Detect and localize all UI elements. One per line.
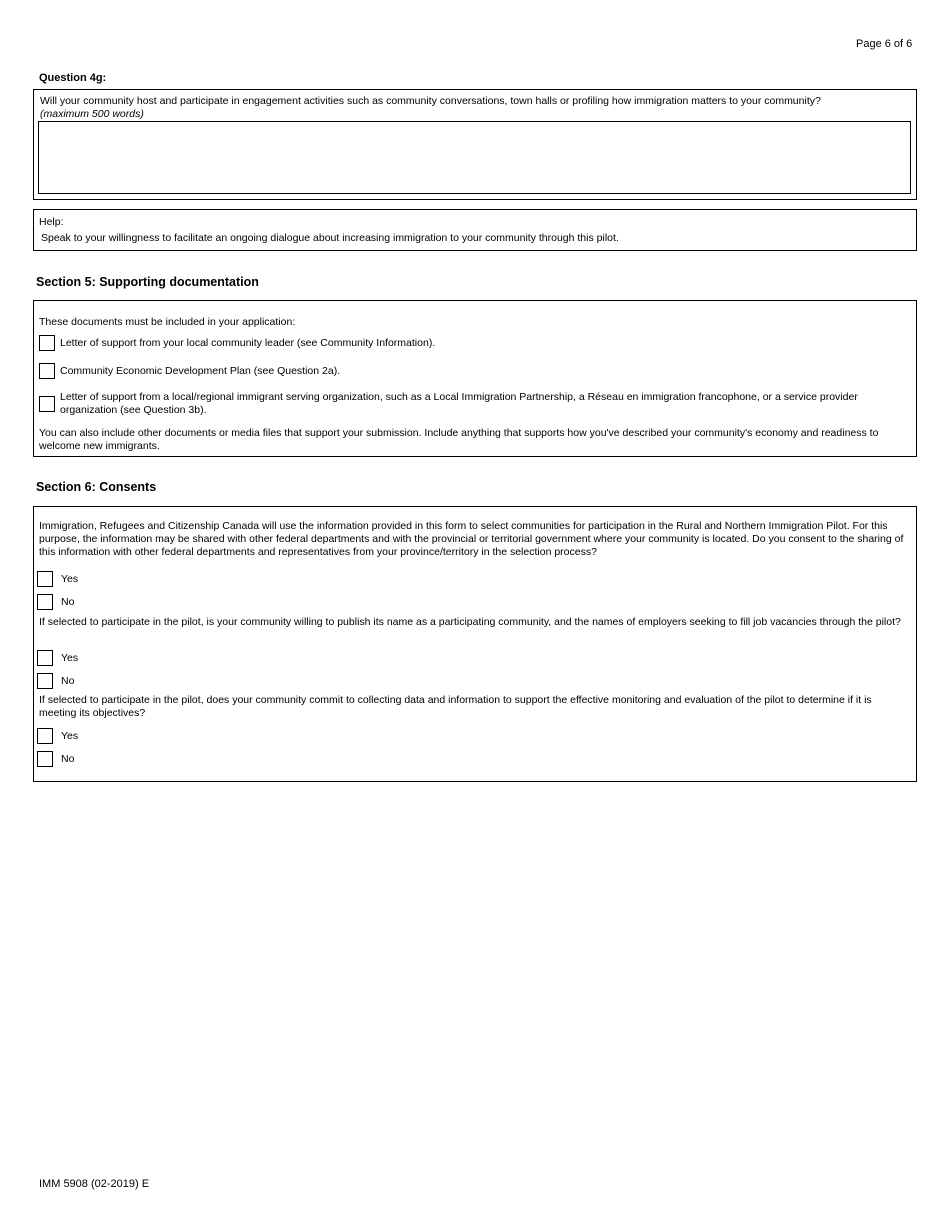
help-title: Help: — [39, 216, 64, 228]
consent-2-no-checkbox[interactable] — [37, 673, 53, 689]
supporting-doc-checkbox-3[interactable] — [39, 396, 55, 412]
consent-question-2: If selected to participate in the pilot, is your community willing to publish its name as a participating community, and the names of employers seeking to fill job vacancies through the pilot? — [39, 616, 901, 628]
consent-1-yes-label: Yes — [61, 573, 79, 585]
supporting-doc-checkbox-1[interactable] — [39, 335, 55, 351]
help-text: Speak to your willingness to facilitate an ongoing dialogue about increasing immigration to your community through this pilot. — [41, 232, 619, 244]
consent-question-1: Immigration, Refugees and Citizenship Canada will use the information provided in this form to select communities for participation in the Rural and Northern Immigration Pilot. For this purpose, the information may be shared with other federal departments and with the provincial or territorial government where your community is located. Do you consent to the sharing of this information with other federal departments and representatives from your province/territory in the selection process? — [39, 520, 904, 558]
section-5-note: You can also include other documents or media files that support your submission. Include anything that supports how you've described your community's economy and readiness to welcome new immigrants. — [39, 427, 879, 452]
question-4g-prompt: Will your community host and participate in engagement activities such as community conversations, town halls or profiling how immigration matters to your community? — [40, 95, 821, 107]
consent-3-yes-label: Yes — [61, 730, 79, 742]
consent-3-no-label: No — [61, 753, 75, 765]
question-4g-box — [33, 89, 917, 200]
section-5-title: Section 5: Supporting documentation — [36, 275, 259, 289]
section-5-box — [33, 300, 917, 457]
consent-3-no-checkbox[interactable] — [37, 751, 53, 767]
question-4g-limit: (maximum 500 words) — [40, 108, 144, 120]
consent-2-no-label: No — [61, 675, 75, 687]
consent-question-3: If selected to participate in the pilot, does your community commit to collecting data and information to support the effective monitoring and evaluation of the pilot to determine if it is meeting its objectives? — [39, 694, 872, 719]
supporting-doc-checkbox-2[interactable] — [39, 363, 55, 379]
form-code: IMM 5908 (02-2019) E — [39, 1178, 150, 1190]
consent-3-yes-checkbox[interactable] — [37, 728, 53, 744]
page-number: Page 6 of 6 — [856, 38, 913, 50]
help-box — [33, 209, 917, 251]
supporting-doc-label-1: Letter of support from your local community leader (see Community Information). — [60, 337, 436, 349]
consent-2-yes-label: Yes — [61, 652, 79, 664]
question-4g-label: Question 4g: — [39, 72, 107, 84]
consent-1-no-checkbox[interactable] — [37, 594, 53, 610]
supporting-doc-label-3: Letter of support from a local/regional immigrant serving organization, such as a Local Immigration Partnership, a Réseau en immigration francophone, or a service provider organization (see Question 3b). — [60, 391, 858, 416]
section-6-title: Section 6: Consents — [36, 480, 157, 494]
consent-1-yes-checkbox[interactable] — [37, 571, 53, 587]
consent-1-no-label: No — [61, 596, 75, 608]
consent-2-yes-checkbox[interactable] — [37, 650, 53, 666]
supporting-doc-label-2: Community Economic Development Plan (see Question 2a). — [60, 365, 341, 377]
section-6-box — [33, 506, 917, 782]
question-4g-answer-field[interactable] — [38, 121, 911, 194]
section-5-intro: These documents must be included in your application: — [39, 316, 296, 328]
